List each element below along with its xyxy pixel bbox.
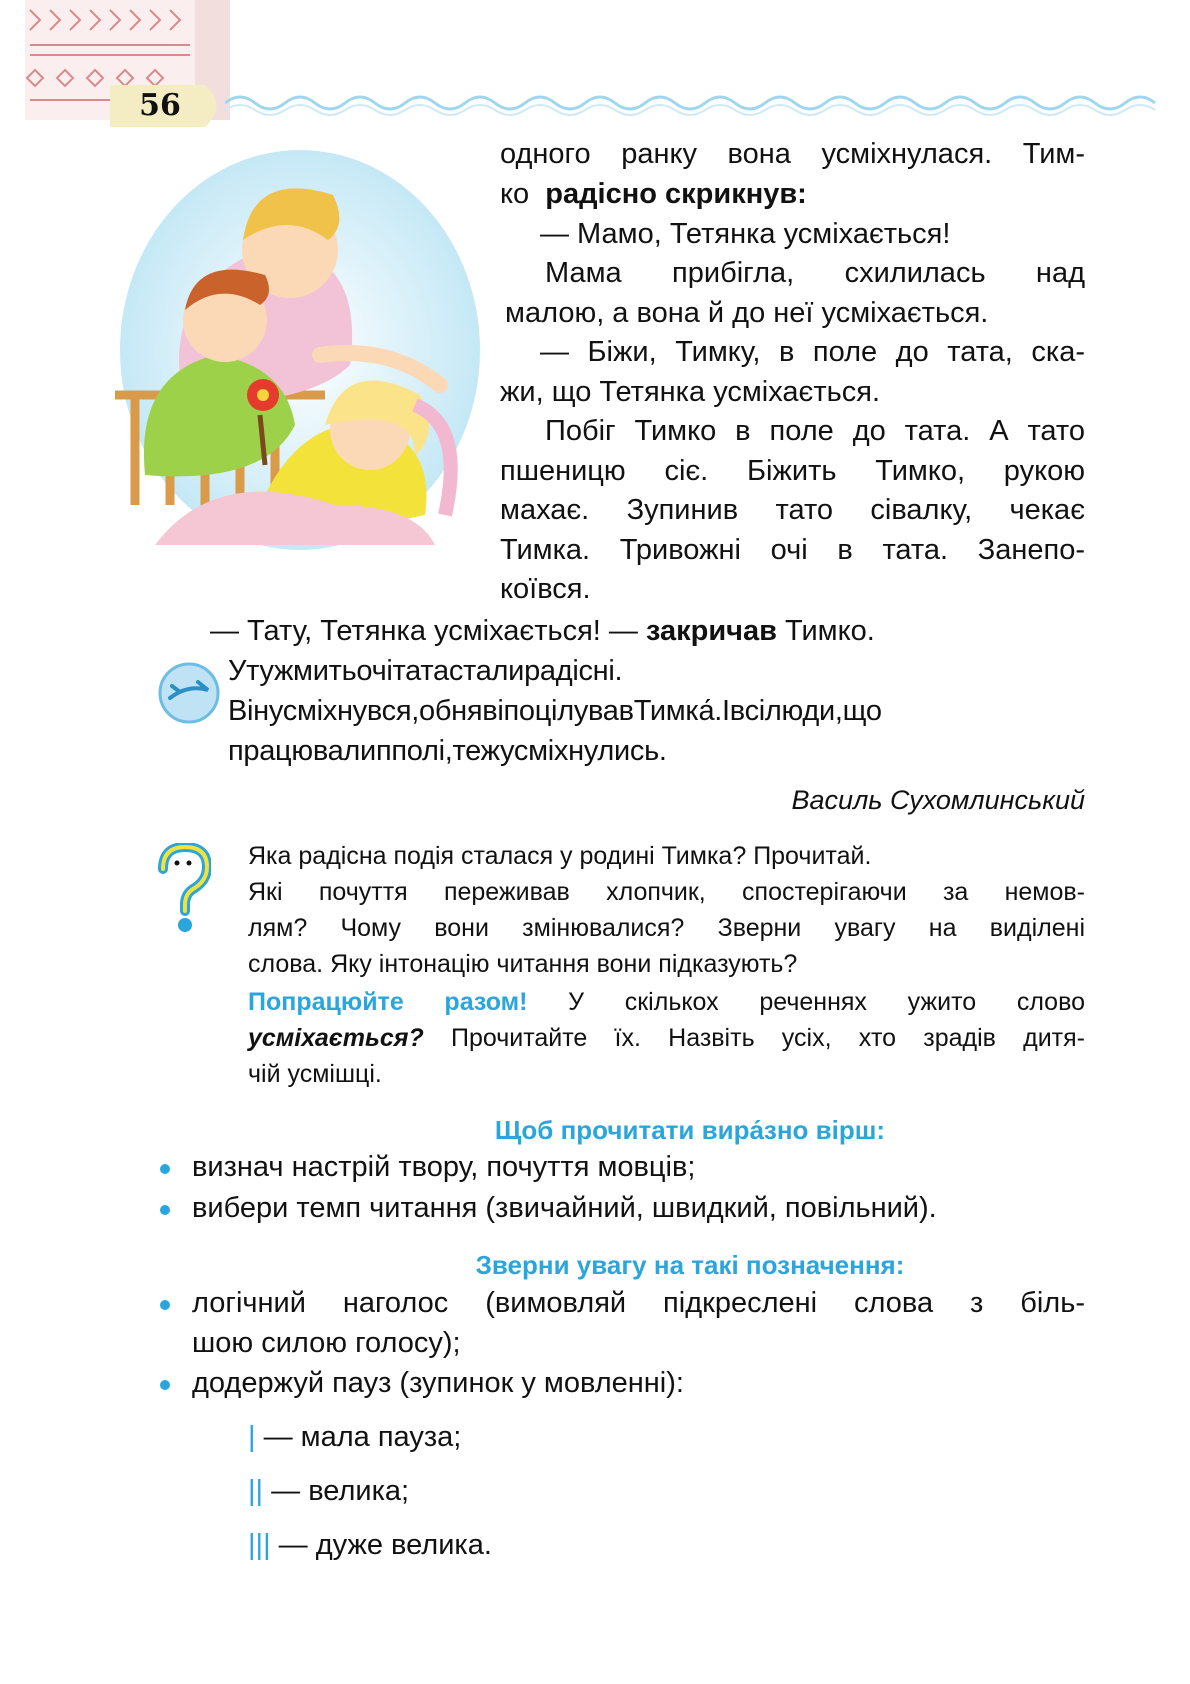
story-line: коївся.	[500, 573, 591, 605]
wave-decoration	[225, 88, 1165, 118]
bullet-icon	[160, 1300, 170, 1310]
story-line-compressed: працювалипполі,тежусміхнулись.	[228, 735, 667, 767]
bullet-icon	[160, 1380, 170, 1390]
highlighted-words: радісно скрикнув:	[545, 178, 807, 210]
pause-mark: ||	[248, 1475, 264, 1507]
story-line: малою, а вона й до неї усміхається.	[505, 297, 989, 329]
question-line: Які почуття переживав хлопчик, спостерігаючи за немов-	[248, 878, 1085, 906]
tip-item: вибери темп читання (звичайний, швидкий, повільний).	[192, 1192, 937, 1224]
story-author: Василь Сухомлинський	[791, 785, 1085, 815]
tip-item: шою силою голосу);	[192, 1327, 461, 1359]
story-line: махає. Зупинив тато сівалку, чекає	[500, 494, 1085, 526]
bullet-icon	[160, 1164, 170, 1174]
tip-item: логічний наголос (вимовляй підкреслені слова з біль-	[192, 1287, 1085, 1319]
story-line-compressed: Вінусміхнувся,обнявіпоцілувавТимка́.Івсілюди,що	[228, 695, 882, 727]
tip-item: визнач настрій твору, почуття мовців;	[192, 1151, 696, 1183]
story-line: пшеницю сіє. Біжить Тимко, рукою	[500, 455, 1085, 487]
story-line: Мама прибігла, схилилась над	[545, 257, 1085, 289]
pause-legend-small: | — мала пауза;	[248, 1421, 462, 1453]
story-line: — Мамо, Тетянка усміхається!	[540, 218, 951, 250]
question-mark-icon	[155, 843, 211, 935]
story-line: жи, що Тетянка усміхається.	[500, 376, 881, 408]
page-number: 56	[139, 88, 181, 123]
tips-heading-1: Щоб прочитати вира́зно вірш:	[494, 1115, 886, 1145]
question-line: чій усмішці.	[248, 1060, 382, 1088]
family-illustration	[115, 145, 480, 555]
bullet-icon	[160, 1205, 170, 1215]
story-line-compressed: Утужмитьочітатасталирадісні.	[228, 655, 623, 687]
story-line: — Біжи, Тимку, в поле до тата, ска-	[540, 336, 1085, 368]
tip-item: додержуй пауз (зупинок у мовленні):	[192, 1367, 684, 1399]
highlighted-word: усміхається?	[248, 1024, 424, 1052]
story-line: одного ранку вона усміхнулася. Тим-	[500, 138, 1085, 170]
read-together-icon	[158, 662, 220, 724]
story-line: Побіг Тимко в поле до тата. А тато	[545, 415, 1085, 447]
story-line: Тимка. Тривожні очі в тата. Занепо-	[500, 534, 1085, 566]
story-line: — Тату, Тетянка усміхається! — закричав Тимко.	[210, 615, 875, 647]
question-line: слова. Яку інтонацію читання вони підказують?	[248, 950, 798, 978]
tips-heading-2: Зверни увагу на такі позначення:	[475, 1250, 905, 1280]
question-line: Яка радісна подія сталася у родині Тимка? Прочитай.	[248, 842, 872, 870]
story-line: ко радісно скрикнув:	[500, 178, 807, 210]
pause-legend-very-big: ||| — дуже велика.	[248, 1529, 492, 1561]
question-line: усміхається? Прочитайте їх. Назвіть усіх, хто зрадів дитя-	[248, 1024, 1085, 1052]
pause-mark: |||	[248, 1529, 271, 1561]
pause-legend-big: || — велика;	[248, 1475, 410, 1507]
highlighted-words: закричав	[645, 615, 777, 647]
question-line: Попрацюйте разом! У скількох реченнях ужито слово	[248, 988, 1085, 1016]
question-line: лям? Чому вони змінювалися? Зверни увагу на виділені	[248, 914, 1085, 942]
work-together-label: Попрацюйте разом!	[248, 988, 528, 1016]
pause-mark: |	[248, 1421, 256, 1453]
